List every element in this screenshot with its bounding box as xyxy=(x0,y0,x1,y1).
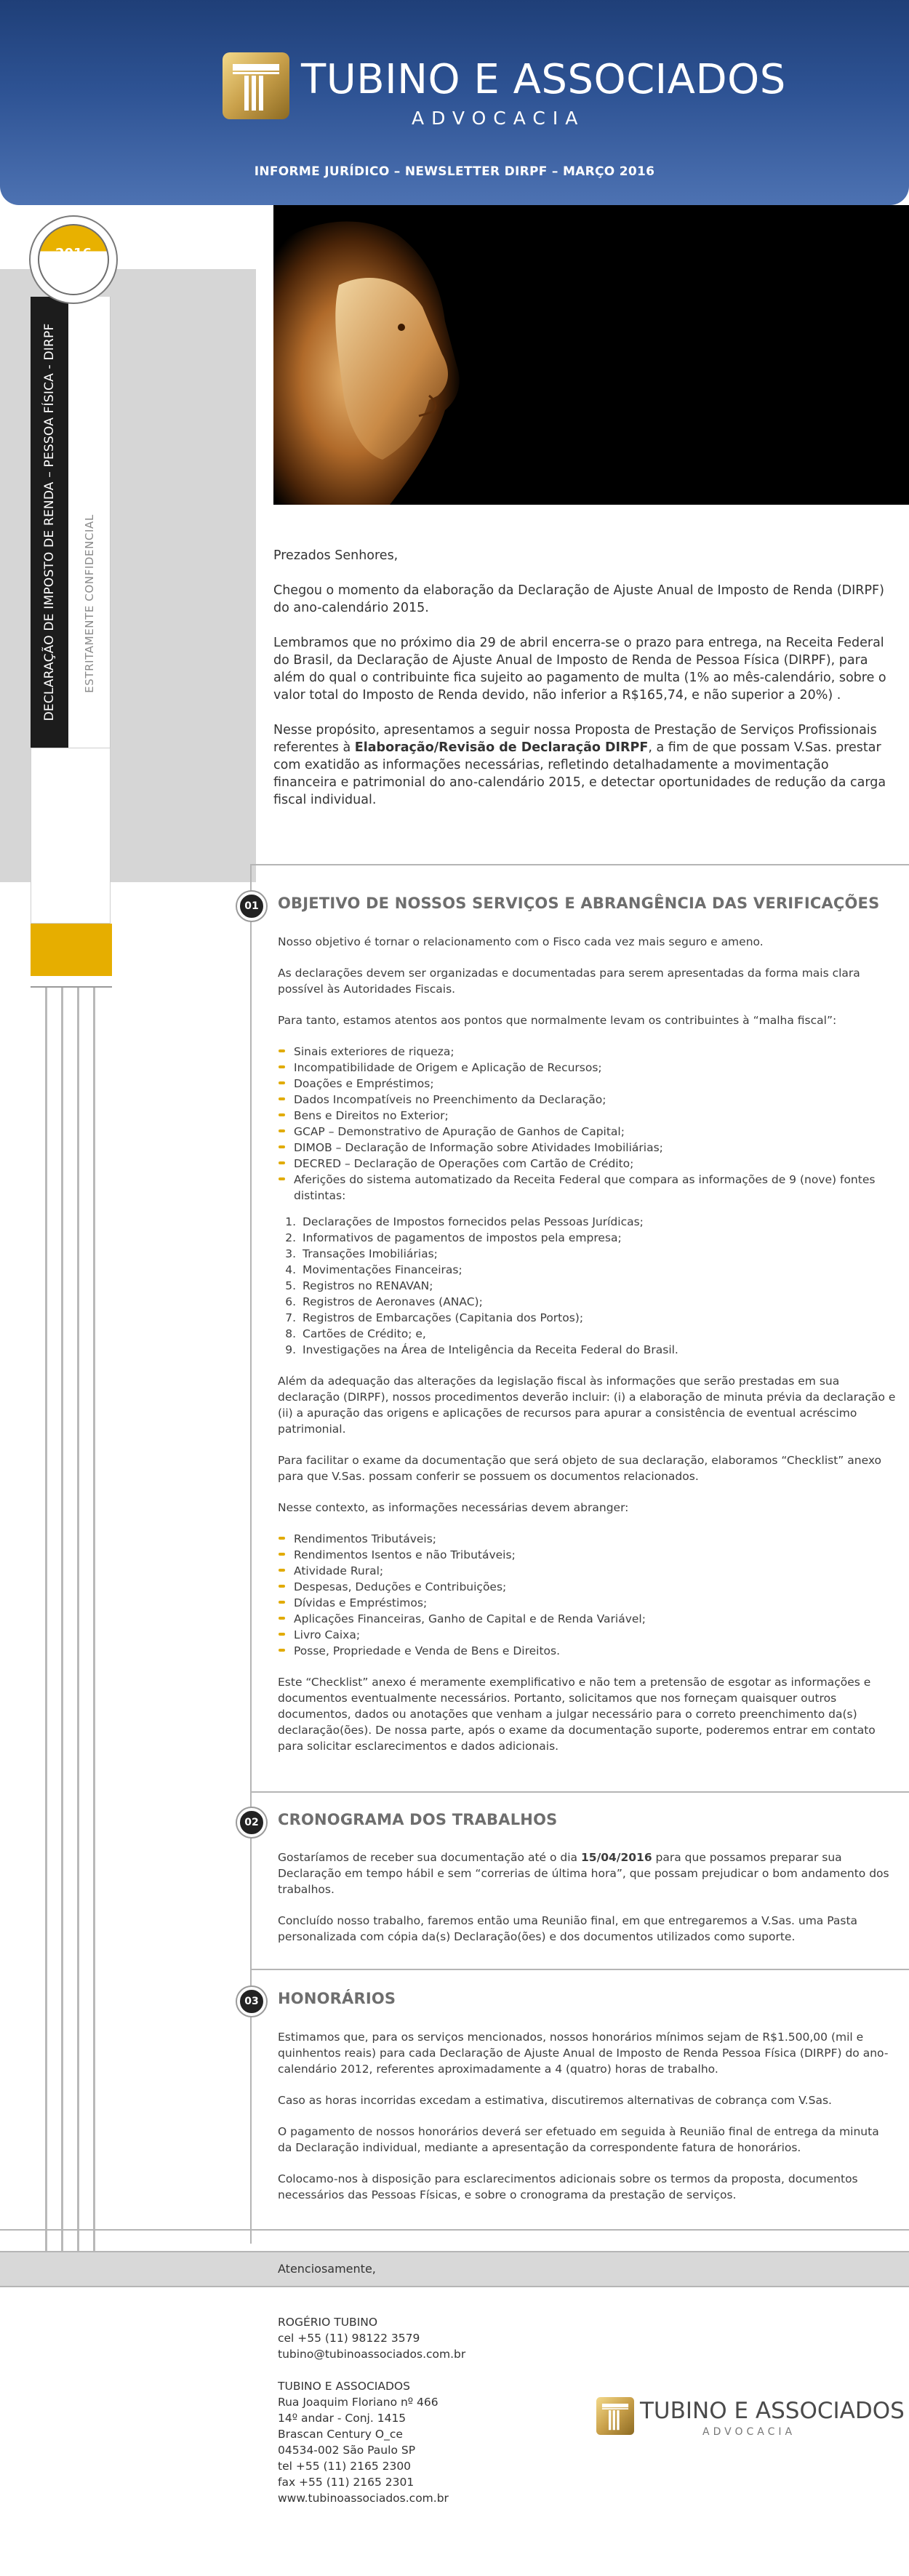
paragraph: Além da adequação das alterações da legislação fiscal às informações que serão prestadas em sua declaração (DIRPF), nossos procedimentos deverão incluir: (i) a elaboração de minuta prévia da declaração e (ii) a apuração das origens e aplicações de recursos para apurar a consistência de eventual acréscimo patrimonial. xyxy=(278,1375,896,1436)
brand-name: TUBINO E ASSOCIADOS xyxy=(301,56,786,103)
list-item: Incompatibilidade de Origem e Aplicação de Recursos; xyxy=(278,1060,896,1076)
risk-points-list xyxy=(278,1044,896,1204)
signature-company xyxy=(278,2378,449,2506)
section-divider xyxy=(250,1969,909,1970)
paragraph: As declarações devem ser organizadas e documentadas para serem apresentadas da forma mais clara possível às Autoridades Fiscais. xyxy=(278,967,860,996)
sidebar-gold-block xyxy=(31,924,112,976)
list-item: Posse, Propriedade e Venda de Bens e Direitos. xyxy=(278,1643,896,1659)
list-item: 8. Cartões de Crédito; e, xyxy=(300,1326,896,1342)
closing-bar xyxy=(0,2251,909,2287)
paragraph: Estimamos que, para os serviços mencionados, nossos honorários mínimos sejam de R$1.500,00 (mil e quinhentos reais) para cada Declaração de Ajuste Anual de Imposto de Renda Pessoa Física (DIRPF) do ano-calendário 2012, referentes aproximadamente a 4 (quatro) horas de trabalho. xyxy=(278,2031,889,2076)
list-item: Doações e Empréstimos; xyxy=(278,1076,896,1092)
company-address: Rua Joaquim Floriano nº 466 xyxy=(278,2396,439,2409)
intro-letter xyxy=(273,547,892,826)
deadline-date: 15/04/2016 xyxy=(581,1851,652,1864)
list-item: 7. Registros de Embarcações (Capitania dos Portos); xyxy=(300,1310,896,1326)
required-info-list xyxy=(278,1531,896,1659)
company-name: TUBINO E ASSOCIADOS xyxy=(278,2380,410,2393)
intro-text: Nesse propósito, apresentamos a seguir nossa Proposta de Prestação de Serviços Profissionais referentes à xyxy=(273,723,877,755)
section-title: CRONOGRAMA DOS TRABALHOS xyxy=(278,1811,558,1828)
lion-image xyxy=(273,205,909,505)
list-item: DECRED – Declaração de Operações com Cartão de Crédito; xyxy=(278,1156,896,1172)
list-item: Despesas, Deduções e Contribuições; xyxy=(278,1579,896,1595)
brand-subtitle: ADVOCACIA xyxy=(412,108,585,129)
sidebar-column-lower xyxy=(31,748,111,924)
list-item: 3. Transações Imobiliárias; xyxy=(300,1246,896,1262)
list-item: 2. Informativos de pagamentos de impostos pela empresa; xyxy=(300,1230,896,1246)
signer-name: ROGÉRIO TUBINO xyxy=(278,2316,378,2329)
company-website-link[interactable]: www.tubinoassociados.com.br xyxy=(278,2492,449,2505)
pillar-line xyxy=(45,988,47,2255)
list-item: Aferições do sistema automatizado da Receita Federal que compara as informações de 9 (nove) fontes distintas: xyxy=(278,1172,896,1204)
section-body xyxy=(278,1849,896,1960)
list-item: Atividade Rural; xyxy=(278,1563,896,1579)
sources-list xyxy=(300,1214,896,1358)
section-number-badge: 02 xyxy=(237,1808,266,1837)
pillar-logo-icon xyxy=(596,2397,634,2435)
company-fax: fax +55 (11) 2165 2301 xyxy=(278,2476,415,2489)
paragraph: O pagamento de nossos honorários deverá ser efetuado em seguida à Reunião final de entrega da minuta da Declaração individual, mediante a apresentação da correspondente fatura de honorários. xyxy=(278,2125,879,2154)
greeting: Prezados Senhores, xyxy=(273,548,399,563)
paragraph: Para tanto, estamos atentos aos pontos que normalmente levam os contribuintes à “malha fiscal”: xyxy=(278,1014,837,1027)
company-address: 04534-002 São Paulo SP xyxy=(278,2444,416,2457)
list-item: 5. Registros no RENAVAN; xyxy=(300,1278,896,1294)
paragraph xyxy=(278,1849,896,1897)
list-item: Bens e Direitos no Exterior; xyxy=(278,1108,896,1124)
content-border xyxy=(250,865,252,2244)
closing-text: Atenciosamente, xyxy=(278,2262,376,2276)
list-item: Dados Incompatíveis no Preenchimento da Declaração; xyxy=(278,1092,896,1108)
intro-paragraph xyxy=(273,721,892,809)
text: Gostaríamos de receber sua documentação até o dia xyxy=(278,1851,581,1864)
paragraph: Caso as horas incorridas excedam a estimativa, discutiremos alternativas de cobrança com V.Sas. xyxy=(278,2094,832,2107)
footer-brand-name: TUBINO E ASSOCIADOS xyxy=(640,2398,905,2424)
signer-phone: cel +55 (11) 98122 3579 xyxy=(278,2332,420,2345)
list-item: 1. Declarações de Impostos fornecidos pelas Pessoas Jurídicas; xyxy=(300,1214,896,1230)
pillar-logo-icon xyxy=(223,52,289,119)
issue-title: INFORME JURÍDICO – NEWSLETTER DIRPF – MARÇO 2016 xyxy=(254,164,655,179)
company-address: Brascan Century O_ce xyxy=(278,2428,403,2441)
list-item: Dívidas e Empréstimos; xyxy=(278,1595,896,1611)
paragraph: Este “Checklist” anexo é meramente exemplificativo e não tem a pretensão de esgotar as informações e documentos eventualmente necessários. Portanto, solicitamos que nos forneçam quaisquer outros documentos, dados ou anotações que venham a julgar necessário para o correto preenchimento da(s) declaração(ões). De nossa parte, após o exame da documentação suporte, poderemos entrar em contato para solicitar esclarecimentos e dados adicionais. xyxy=(278,1676,876,1753)
newsletter-header xyxy=(0,0,909,205)
paragraph: Colocamo-nos à disposição para esclarecimentos adicionais sobre os termos da proposta, documentos necessários das Pessoas Físicas, e sobre o cronograma da prestação de serviços. xyxy=(278,2172,858,2201)
list-item: 6. Registros de Aeronaves (ANAC); xyxy=(300,1294,896,1310)
year-badge-label: 2016 xyxy=(55,246,92,261)
paragraph: Para facilitar o exame da documentação que será objeto de sua declaração, elaboramos “Checklist” anexo para que V.Sas. possam conferir se possuem os documentos relacionados. xyxy=(278,1454,882,1483)
list-item: 9. Investigações na Área de Inteligência da Receita Federal do Brasil. xyxy=(300,1342,896,1358)
list-item: Aplicações Financeiras, Ganho de Capital e de Renda Variável; xyxy=(278,1611,896,1627)
section-divider xyxy=(250,864,909,865)
pillar-capital xyxy=(31,976,112,988)
pillar-line xyxy=(77,988,79,2255)
footer-logo xyxy=(596,2397,905,2441)
intro-paragraph: Chegou o momento da elaboração da Declaração de Ajuste Anual de Imposto de Renda (DIRPF) do ano-calendário 2015. xyxy=(273,583,884,615)
list-item: Rendimentos Isentos e não Tributáveis; xyxy=(278,1547,896,1563)
brand-logo xyxy=(223,52,786,132)
footer-brand-subtitle: ADVOCACIA xyxy=(702,2426,796,2438)
paragraph: Nesse contexto, as informações necessárias devem abranger: xyxy=(278,1501,629,1514)
section-number-badge: 03 xyxy=(237,1987,266,2016)
paragraph: Concluído nosso trabalho, faremos então uma Reunião final, em que entregaremos a V.Sas. uma Pasta personalizada com cópia da(s) Declaração(ões) e dos documentos utilizados como suporte. xyxy=(278,1914,858,1943)
list-item: Livro Caixa; xyxy=(278,1627,896,1643)
section-body xyxy=(278,934,896,1769)
confidential-label: ESTRITAMENTE CONFIDENCIAL xyxy=(83,514,96,693)
pillar-line xyxy=(93,988,95,2255)
list-item: GCAP – Demonstrativo de Apuração de Ganhos de Capital; xyxy=(278,1124,896,1140)
section-number-badge: 01 xyxy=(237,892,266,921)
signer-email[interactable]: tubino@tubinoassociados.com.br xyxy=(278,2348,466,2361)
intro-text: , a fim de que possam V.Sas. prestar com exatidão as informações necessárias, refletindo detalhadamente a movimentação financeira e patrimonial do ano-calendário 2015, e detectar oportunidades de redução da carga fiscal individual. xyxy=(273,740,886,807)
section-body xyxy=(278,2029,896,2218)
section-divider xyxy=(0,2229,909,2231)
list-item: Rendimentos Tributáveis; xyxy=(278,1531,896,1547)
intro-emphasis: Elaboração/Revisão de Declaração DIRPF xyxy=(354,740,649,755)
pillar-line xyxy=(61,988,63,2255)
text: para que possamos preparar sua Declaração em tempo hábil e sem “correrias de última hora”, que possam prejudicar o bom andamento dos trabalhos. xyxy=(278,1851,889,1896)
section-title: OBJETIVO DE NOSSOS SERVIÇOS E ABRANGÊNCIA DAS VERIFICAÇÕES xyxy=(278,895,880,912)
list-item: DIMOB – Declaração de Informação sobre Atividades Imobiliárias; xyxy=(278,1140,896,1156)
intro-paragraph: Lembramos que no próximo dia 29 de abril encerra-se o prazo para entrega, na Receita Federal do Brasil, da Declaração de Ajuste Anual de Imposto de Renda de Pessoa Física (DIRPF), para além do qual o contribuinte fica sujeito ao pagamento de multa (1% ao mês-calendário, sobre o valor total do Imposto de Renda devido, não inferior a R$165,74, e não superior a 20%) . xyxy=(273,636,886,703)
sidebar-vertical-title: DECLARAÇÃO DE IMPOSTO DE RENDA – PESSOA FÍSICA - DIRPF xyxy=(42,323,57,721)
section-divider xyxy=(250,1791,909,1793)
section-title: HONORÁRIOS xyxy=(278,1990,396,2007)
paragraph: Nosso objetivo é tornar o relacionamento com o Fisco cada vez mais seguro e ameno. xyxy=(278,935,764,948)
list-item: 4. Movimentações Financeiras; xyxy=(300,1262,896,1278)
company-address: 14º andar - Conj. 1415 xyxy=(278,2412,407,2425)
list-item: Sinais exteriores de riqueza; xyxy=(278,1044,896,1060)
company-phone: tel +55 (11) 2165 2300 xyxy=(278,2460,412,2473)
signature-person xyxy=(278,2314,465,2362)
